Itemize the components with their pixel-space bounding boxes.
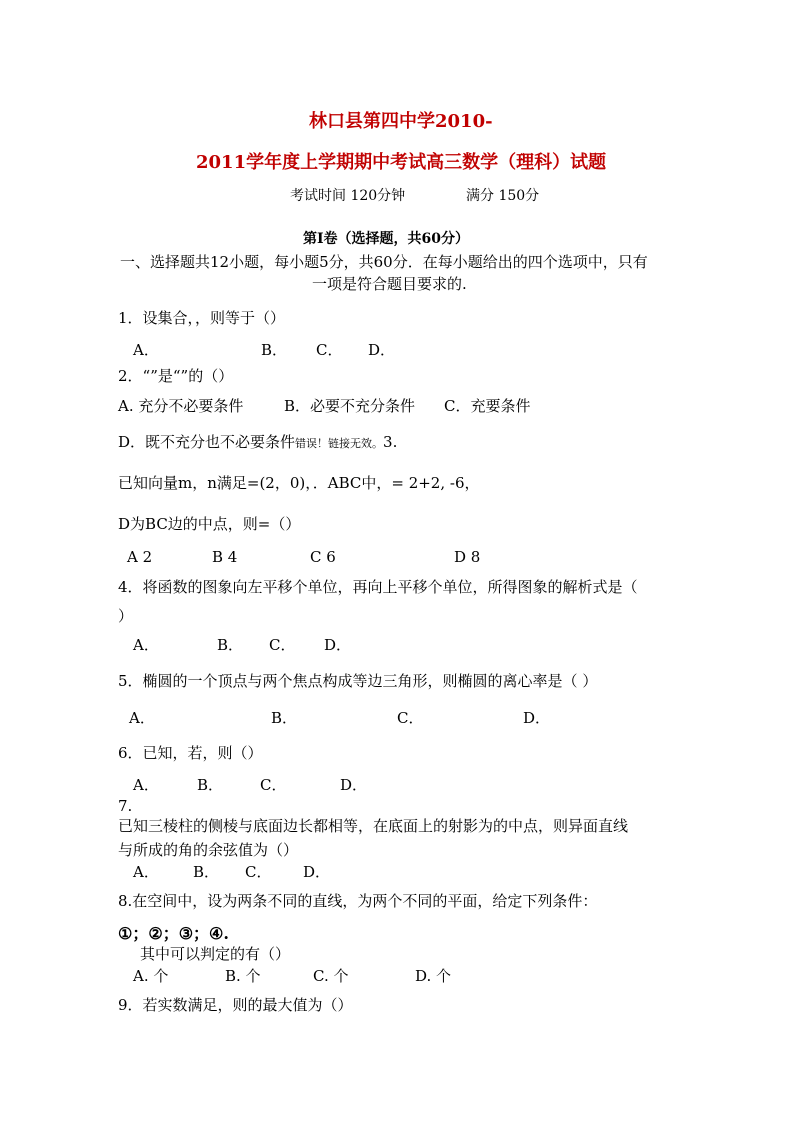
question-3-option-a: A 2 bbox=[127, 548, 153, 566]
question-8-option-c: C. 个 bbox=[313, 967, 349, 985]
section-heading: 第Ⅰ卷（选择题，共60分） bbox=[303, 231, 470, 247]
question-7-option-d: D． bbox=[303, 863, 331, 881]
question-6-option-d: D． bbox=[340, 776, 368, 794]
question-3-stem-line-2: D为BC边的中点，则=（） bbox=[118, 515, 301, 533]
question-6-stem: 6．已知，若，则（） bbox=[118, 744, 263, 762]
question-2-option-a: A. 充分不必要条件 bbox=[118, 397, 244, 415]
question-1-option-d: D． bbox=[368, 341, 396, 359]
question-1-stem: 1．设集合，，则等于（） bbox=[118, 309, 286, 327]
question-3-option-d: D 8 bbox=[454, 548, 481, 566]
question-5-option-d: D． bbox=[523, 709, 551, 727]
full-score: 满分 150分 bbox=[466, 188, 540, 204]
question-7-option-a: A． bbox=[133, 863, 159, 881]
question-6-option-b: B． bbox=[197, 776, 224, 794]
question-8-option-b: B. 个 bbox=[225, 967, 261, 985]
question-3-option-b: B 4 bbox=[212, 548, 238, 566]
question-4-stem-line-2: ） bbox=[118, 607, 134, 625]
question-7-number: 7. bbox=[118, 797, 133, 815]
question-4-option-a: A． bbox=[133, 636, 159, 654]
question-7-option-b: B． bbox=[193, 863, 220, 881]
question-4-option-d: D． bbox=[324, 636, 352, 654]
question-4-option-c: C． bbox=[269, 636, 296, 654]
question-6-option-a: A． bbox=[133, 776, 159, 794]
question-1-option-b: B． bbox=[261, 341, 288, 359]
question-5-option-b: B． bbox=[271, 709, 298, 727]
broken-link-error: 错误！链接无效。 bbox=[295, 437, 384, 450]
question-5-stem: 5．椭圆的一个顶点与两个焦点构成等边三角形，则椭圆的离心率是（ ） bbox=[118, 672, 598, 690]
question-8-ask: 其中可以判定的有（） bbox=[140, 945, 291, 963]
question-3-stem-line-1: 已知向量m，n满足=(2，0)，．ABC中，= 2+2, -6， bbox=[118, 474, 480, 492]
question-4-option-b: B． bbox=[217, 636, 244, 654]
question-1-option-a: A． bbox=[133, 341, 159, 359]
exam-time: 考试时间 120分钟 bbox=[290, 188, 406, 204]
question-8-option-a: A. 个 bbox=[133, 967, 169, 985]
question-2-option-d-text: D．既不充分也不必要条件 bbox=[118, 433, 296, 451]
question-8-option-d: D. 个 bbox=[415, 967, 452, 985]
question-6-option-c: C． bbox=[260, 776, 287, 794]
instructions-line-1: 一、选择题共12小题，每小题5分，共60分．在每小题给出的四个选项中，只有 bbox=[120, 253, 648, 271]
question-7-stem-line-2: 与所成的角的余弦值为（） bbox=[118, 841, 299, 859]
question-8-conditions: ①；②；③；④. bbox=[118, 924, 229, 943]
question-2-stem: 2．“”是“”的（） bbox=[118, 367, 234, 385]
question-4-stem-line-1: 4．将函数的图象向左平移个单位，再向上平移个单位，所得图象的解析式是（ bbox=[118, 578, 638, 596]
question-3-option-c: C 6 bbox=[310, 548, 336, 566]
question-7-stem-line-1: 已知三棱柱的侧棱与底面边长都相等，在底面上的射影为的中点，则异面直线 bbox=[118, 817, 629, 835]
question-7-option-c: C． bbox=[245, 863, 272, 881]
title-line-2: 2011学年度上学期期中考试高三数学（理科）试题 bbox=[196, 152, 607, 173]
question-8-stem: 8.在空间中，设为两条不同的直线，为两个不同的平面，给定下列条件： bbox=[118, 892, 598, 910]
question-1-option-c: C． bbox=[316, 341, 343, 359]
question-2-option-d bbox=[118, 432, 397, 454]
question-3-number: 3. bbox=[383, 433, 398, 451]
question-5-option-a: A． bbox=[129, 709, 155, 727]
question-2-option-c: C．充要条件 bbox=[444, 397, 531, 415]
question-2-option-b: B．必要不充分条件 bbox=[284, 397, 416, 415]
question-5-option-c: C． bbox=[397, 709, 424, 727]
title-line-1: 林口县第四中学2010- bbox=[309, 111, 493, 132]
question-9-stem: 9．若实数满足，则的最大值为（） bbox=[118, 996, 353, 1014]
instructions-line-2: 一项是符合题目要求的. bbox=[312, 275, 467, 293]
